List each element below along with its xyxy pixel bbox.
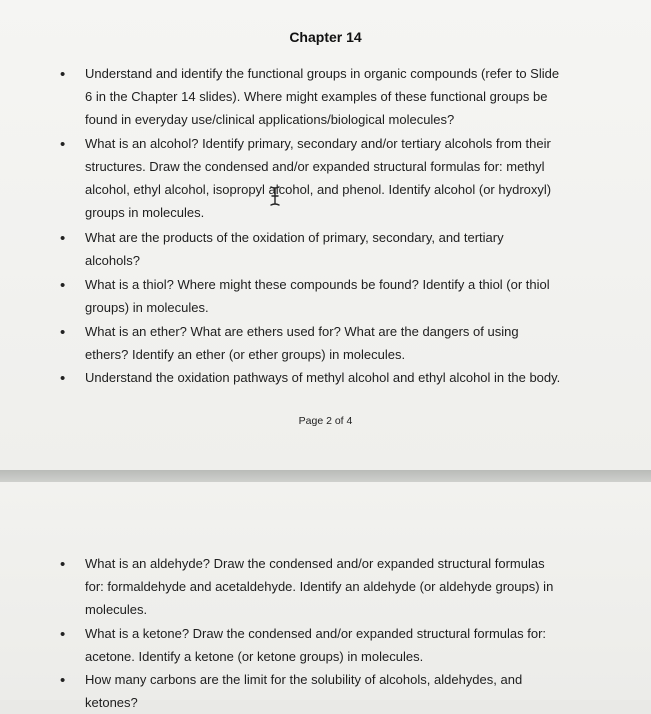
text-line: What is an alcohol? Identify primary, secondary and/or tertiary alcohols from their	[85, 136, 551, 151]
text-line: 6 in the Chapter 14 slides). Where might examples of these functional groups be	[85, 89, 548, 104]
text-line: found in everyday use/clinical applications/biological molecules?	[85, 112, 455, 127]
list-item-text	[85, 62, 585, 131]
text-line: ketones?	[85, 695, 138, 710]
bullet-icon: •	[60, 626, 66, 643]
text-line: molecules.	[85, 602, 148, 617]
list-item-text	[85, 366, 605, 389]
text-line: acetone. Identify a ketone (or ketone groups) in molecules.	[85, 649, 424, 664]
text-line: How many carbons are the limit for the solubility of alcohols, aldehydes, and	[85, 672, 523, 687]
text-line: alcohols?	[85, 253, 140, 268]
list-item-text	[85, 320, 585, 366]
list-item-text	[85, 668, 585, 714]
text-line: Understand the oxidation pathways of methyl alcohol and ethyl alcohol in the body.	[85, 370, 561, 385]
document-page-2	[0, 482, 651, 710]
bullet-icon: •	[60, 672, 66, 689]
bullet-icon: •	[60, 230, 66, 247]
bullet-icon: •	[60, 277, 66, 294]
bullet-icon: •	[60, 370, 66, 387]
text-line: for: formaldehyde and acetaldehyde. Identify an aldehyde (or aldehyde groups) in	[85, 579, 554, 594]
text-line: ethers? Identify an ether (or ether groups) in molecules.	[85, 347, 406, 362]
text-line: What is a thiol? Where might these compounds be found? Identify a thiol (or thiol	[85, 277, 550, 292]
text-line: What is an aldehyde? Draw the condensed and/or expanded structural formulas	[85, 556, 545, 571]
list-item-text	[85, 273, 585, 319]
page-title: Chapter 14	[289, 29, 362, 45]
text-line: groups in molecules.	[85, 205, 205, 220]
text-line: alcohol, ethyl alcohol, isopropyl alcohol, and phenol. Identify alcohol (or hydroxyl)	[85, 182, 552, 197]
text-line: groups) in molecules.	[85, 300, 209, 315]
list-item-text	[85, 132, 585, 224]
list-item-text	[85, 622, 585, 668]
bullet-icon: •	[60, 136, 66, 153]
text-line: What are the products of the oxidation of primary, secondary, and tertiary	[85, 230, 504, 245]
bullet-icon: •	[60, 66, 66, 83]
text-line: What is a ketone? Draw the condensed and/or expanded structural formulas for:	[85, 626, 547, 641]
page-number: Page 2 of 4	[298, 415, 353, 427]
bullet-icon: •	[60, 324, 66, 341]
text-cursor-icon	[268, 186, 282, 206]
list-item-text	[85, 226, 585, 272]
bullet-icon: •	[60, 556, 66, 573]
text-line: What is an ether? What are ethers used for? What are the dangers of using	[85, 324, 519, 339]
list-item-text	[85, 552, 585, 621]
text-line: structures. Draw the condensed and/or expanded structural formulas for: methyl	[85, 159, 545, 174]
text-line: Understand and identify the functional groups in organic compounds (refer to Slide	[85, 66, 560, 81]
page-divider	[0, 470, 651, 482]
